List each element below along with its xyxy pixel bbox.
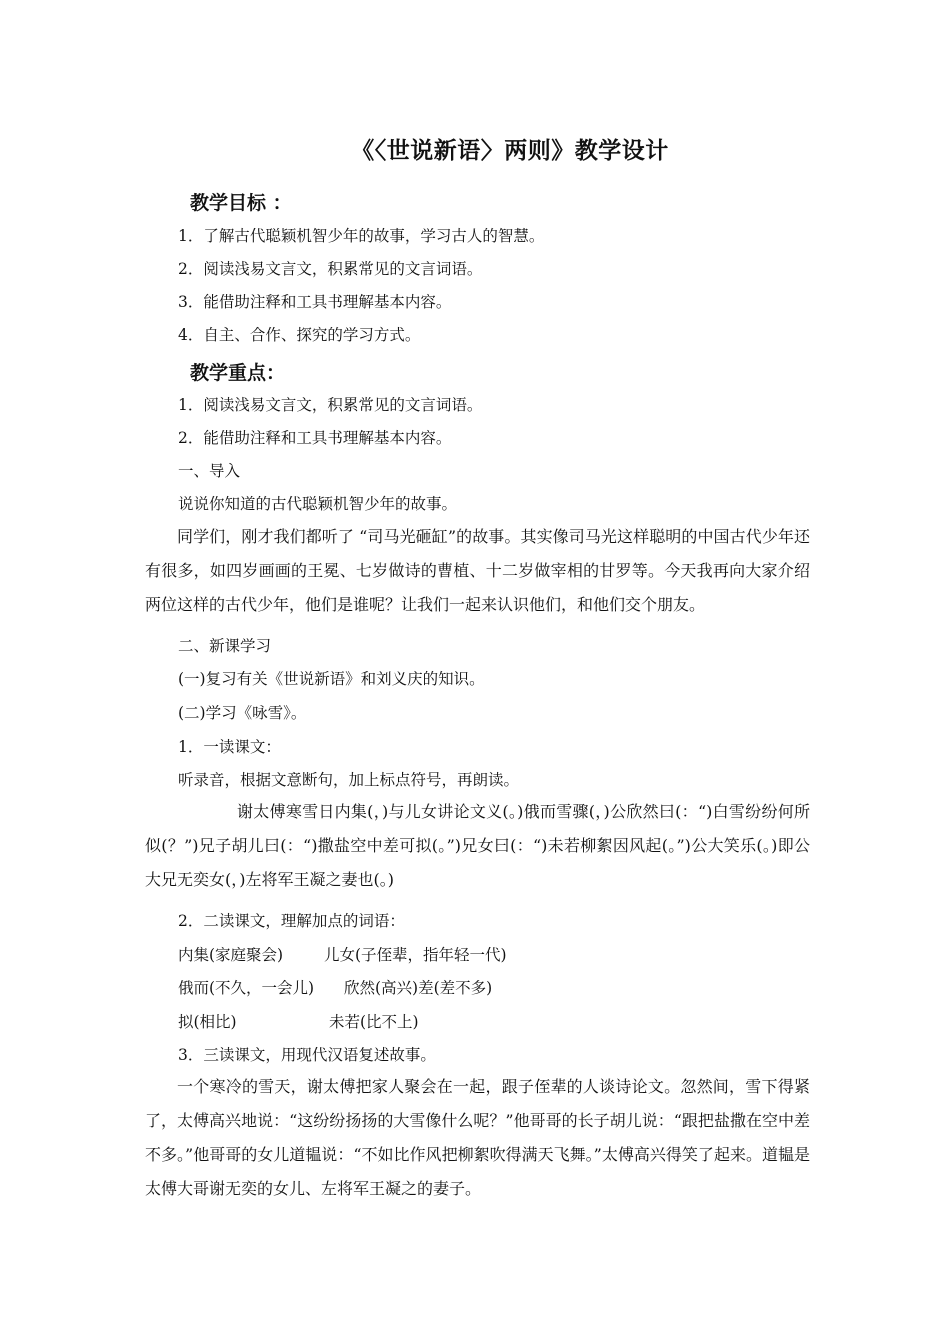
key-points-heading: 教学重点： [190, 362, 286, 384]
subsection-review: (一)复习有关《世说新语》和刘义庆的知识。 [178, 670, 485, 688]
retell-paragraph: 一个寒冷的雪天，谢太傅把家人聚会在一起，跟子侄辈的人谈诗论文。忽然间，雪下得紧了，太傅高兴地说：“这纷纷扬扬的大雪像什么呢？”他哥哥的长子胡儿说：“跟把盐撒在空中差不多。”他哥哥的女儿道韫说：“不如比作风把柳絮吹得满天飞舞。”太傅高兴得笑了起来。道韫是太傅大哥谢无奕的女儿、左将军王凝之的妻子。 [145, 1077, 810, 1198]
key-point-item: 2．能借助注释和工具书理解基本内容。 [178, 429, 452, 447]
objective-item: 4．自主、合作、探究的学习方式。 [178, 326, 421, 344]
vocab-item: 俄而(不久，一会儿) [178, 979, 315, 997]
document-title: 《〈世说新语〉两则》教学设计 [351, 138, 669, 164]
objective-item: 1．了解古代聪颖机智少年的故事，学习古人的智慧。 [178, 227, 545, 245]
step-second-reading: 2．二读课文，理解加点的词语： [178, 912, 405, 930]
key-point-item: 1．阅读浅易文言文，积累常见的文言词语。 [178, 396, 483, 414]
intro-line: 说说你知道的古代聪颖机智少年的故事。 [178, 495, 458, 513]
vocab-item: 儿女(子侄辈，指年轻一代) [324, 946, 507, 964]
vocab-item: 内集(家庭聚会) [178, 946, 284, 964]
intro-paragraph: 同学们，刚才我们都听了 “司马光砸缸”的故事。其实像司马光这样聪明的中国古代少年还有很多，如四岁画画的王冕、七岁做诗的曹植、十二岁做宰相的甘罗等。今天我再向大家介绍两位这样的古代少年，他们是谁呢？让我们一起来认识他们，和他们交个朋友。 [145, 527, 810, 614]
vocab-item: 未若(比不上) [329, 1013, 419, 1031]
subsection-yongxue: (二)学习《咏雪》。 [178, 704, 307, 722]
step-first-reading: 1．一读课文： [178, 738, 281, 756]
section-heading-intro: 一、导入 [178, 462, 241, 480]
classical-passage: 谢太傅寒雪日内集(，)与儿女讲论文义(。)俄而雪骤(，)公欣然曰(：“)白雪纷纷何所似(？”)兄子胡儿曰(：“)撒盐空中差可拟(。”)兄女曰(：“)未若柳絮因风起(。”)公大笑乐(。)即公大兄无奕女(，)左将军王凝之妻也(。) [145, 802, 810, 889]
objective-item: 2．阅读浅易文言文，积累常见的文言词语。 [178, 260, 483, 278]
step-first-reading-text: 听录音，根据文意断句，加上标点符号，再朗读。 [178, 771, 520, 789]
vocab-item: 欣然(高兴)差(差不多) [344, 979, 493, 997]
vocab-item: 拟(相比) [178, 1013, 237, 1031]
objectives-heading: 教学目标 ： [190, 192, 292, 214]
step-third-reading: 3．三读课文，用现代汉语复述故事。 [178, 1046, 436, 1064]
section-heading-new-lesson: 二、新课学习 [178, 637, 272, 655]
objective-item: 3．能借助注释和工具书理解基本内容。 [178, 293, 452, 311]
